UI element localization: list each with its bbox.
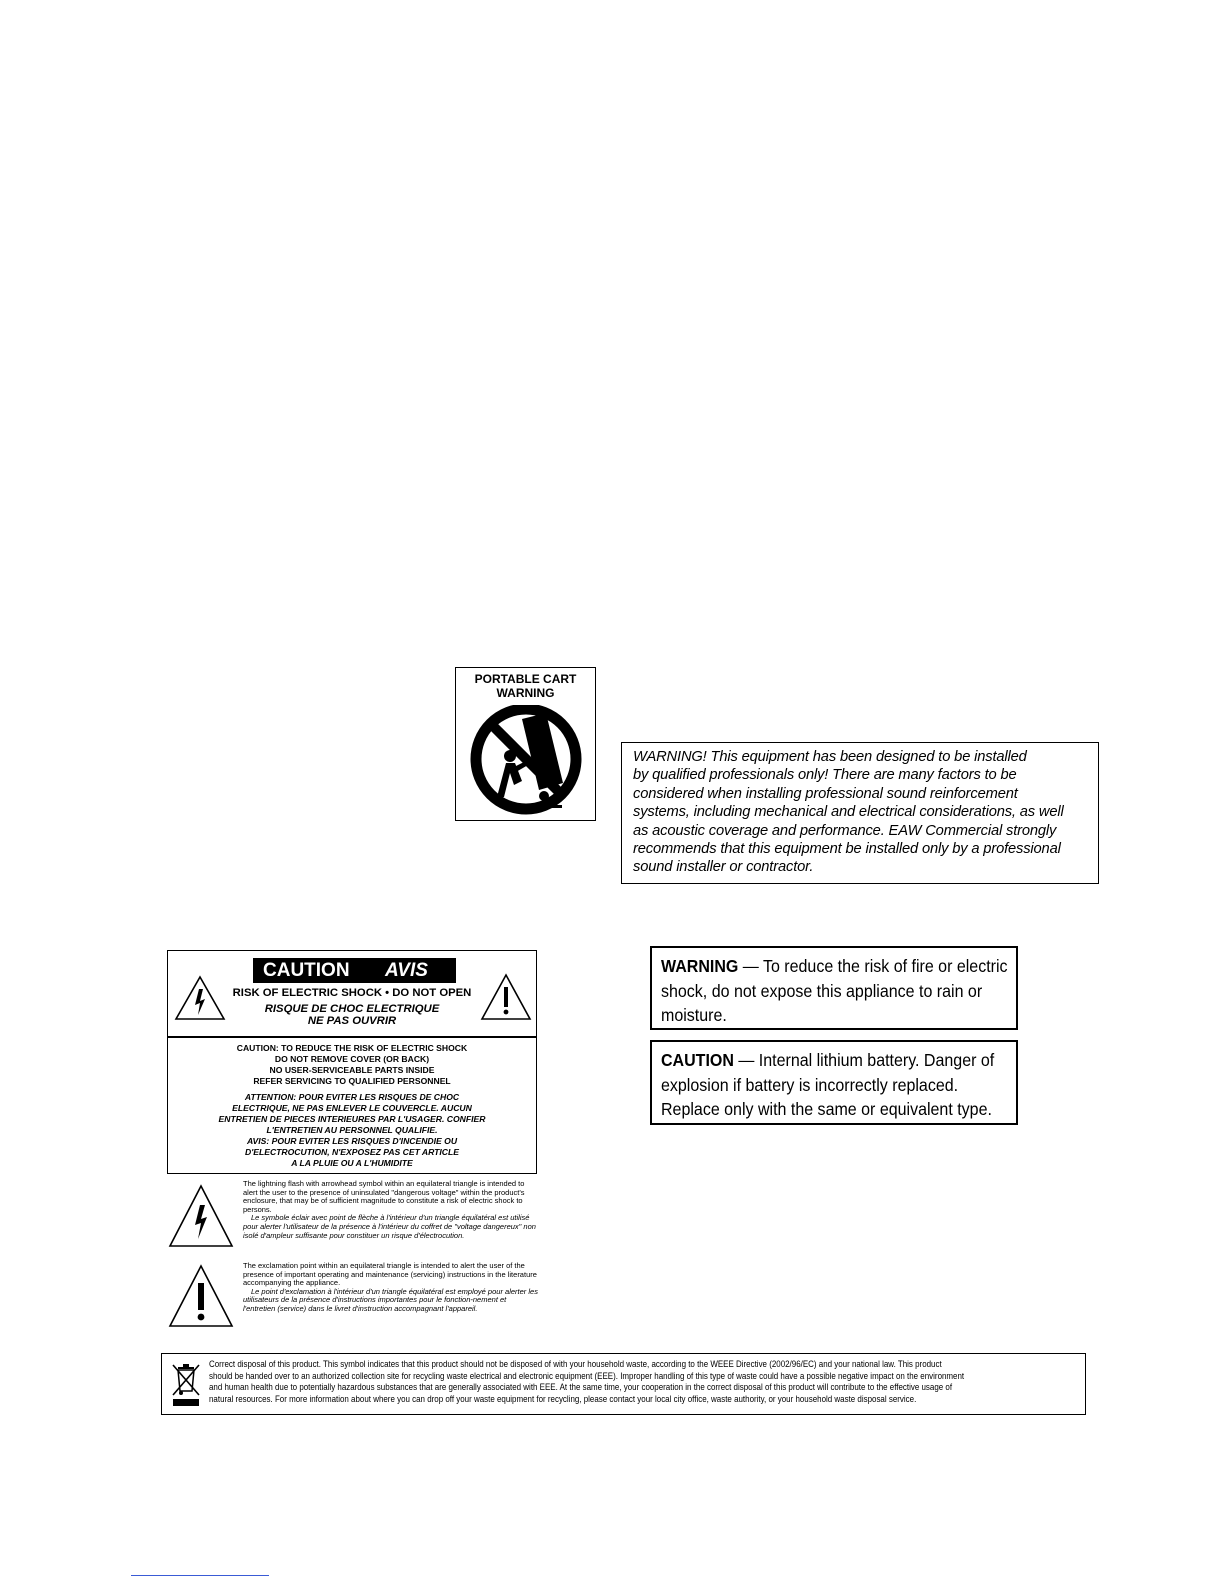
caution-avis-label-header [167, 950, 537, 1038]
caution-lead: CAUTION [661, 1050, 734, 1070]
lightning-symbol-explanation [243, 1180, 539, 1240]
caution-avis-banner [253, 958, 456, 983]
portable-cart-prohibited-icon [464, 705, 588, 817]
exclamation-symbol-explanation [243, 1262, 539, 1314]
weee-disposal-text: Correct disposal of this product. This symbol indicates that this product should not be disposed of with your household waste, according to the WEEE Directive (2002/96/EC) and your national law. This product should be handed over to an authorized collection site for recycling waste electrical and electronic equipment (EEE). Improper handling of this type of waste could have a possible negative impact on the environment and human health due to potentially hazardous substances that are generally associated with EEE. At the same time, your cooperation in the correct disposal of this product will contribute to the effective usage of natural resources. For more information about where you can drop off your waste equipment for recycling, please contact your local city office, waste authority, or your household waste disposal service. [209, 1359, 965, 1405]
exclamation-explanation-fr: Le point d'exclamation à l'intérieur d'un triangle équilatéral est employé pour alerter les utilisateurs de la présence d'instructions importantes pour le fonction-nement et l'entretien (service) dans le livret d'instruction accompagnant l'appareil. [243, 1286, 538, 1313]
risque-de-choc-text: RISQUE DE CHOC ELECTRIQUE NE PAS OUVRIR [264, 1003, 440, 1027]
cart-warning-title: PORTABLE CART WARNING [474, 672, 577, 700]
caution-body: — Internal lithium battery. Danger of explosion if battery is incorrectly replaced. Replace only with the same or equivalent type. [661, 1050, 995, 1119]
footnote-rule [131, 1575, 269, 1576]
lightning-explanation-en: The lightning flash with arrowhead symbol within an equilateral triangle is intended to alert the user to the presence of uninsulated "dangerous voltage" within the product's enclosure, that may be of sufficient magnitude to constitute a risk of electric shock to persons. [243, 1179, 525, 1214]
portable-cart-warning-label [455, 667, 596, 821]
battery-caution-box [650, 1040, 1018, 1125]
caution-instructions-en: CAUTION: TO REDUCE THE RISK OF ELECTRIC SHOCK DO NOT REMOVE COVER (OR BACK) NO USER-SERVICEABLE PARTS INSIDE REFER SERVICING TO QUALIFIED PERSONNEL [236, 1043, 468, 1086]
exclamation-triangle-icon [480, 973, 532, 1021]
exclamation-explanation-en: The exclamation point within an equilateral triangle is intended to alert the user of the presence of important operating and maintenance (servicing) instructions in the literature accompanying the appliance. [243, 1261, 537, 1288]
caution-word: CAUTION [263, 960, 350, 981]
warning-body: — To reduce the risk of fire or electric shock, do not expose this appliance to rain or moisture. [661, 956, 1008, 1025]
installer-warning-box [621, 742, 1099, 884]
avis-word: AVIS [385, 960, 428, 981]
lightning-explanation-fr: Le symbole éclair avec point de flèche à l'intérieur d'un triangle équilatéral est utilisé pour alerter l'utilisateur de la présence à l'intérieur du coffret de "voltage dangereux" non isolé d'ampleur suffisante pour constituer un risque d'électrocution. [243, 1213, 536, 1240]
exclamation-triangle-icon [167, 1263, 235, 1329]
fire-shock-warning-text [661, 954, 1017, 1028]
caution-avis-label-body [167, 1036, 537, 1174]
battery-caution-text [661, 1048, 1017, 1122]
warning-lead: WARNING [661, 956, 739, 976]
lightning-triangle-icon [167, 1183, 235, 1249]
fire-shock-warning-box [650, 946, 1018, 1030]
caution-instructions-fr: ATTENTION: POUR EVITER LES RISQUES DE CHOC ELECTRIQUE, NE PAS ENLEVER LE COUVERCLE. AUCUN ENTRETIEN DE PIECES INTERIEURES PAR L'USAGER. CONFIER L'ENTRETIEN AU PERSONNEL QUALIFIE. AVIS: POUR EVITER LES RISQUES D'INCENDIE OU D'ELECTROCUTION, N'EXPOSEZ PAS CET ARTICLE A LA PLUIE OU A L'HUMIDITE [218, 1092, 486, 1168]
weee-disposal-notice [161, 1353, 1086, 1415]
crossed-out-wheelie-bin-icon [170, 1361, 202, 1409]
installer-warning-text: WARNING! This equipment has been designed to be installed by qualified professionals only! There are many factors to be considered when installing professional sound reinforcement systems, including mechanical and electrical considerations, as well as acoustic coverage and performance. EAW Commercial strongly recommends that this equipment be installed only by a professional sound installer or contractor. [633, 749, 1064, 876]
risk-of-shock-text: RISK OF ELECTRIC SHOCK • DO NOT OPEN [232, 987, 472, 999]
